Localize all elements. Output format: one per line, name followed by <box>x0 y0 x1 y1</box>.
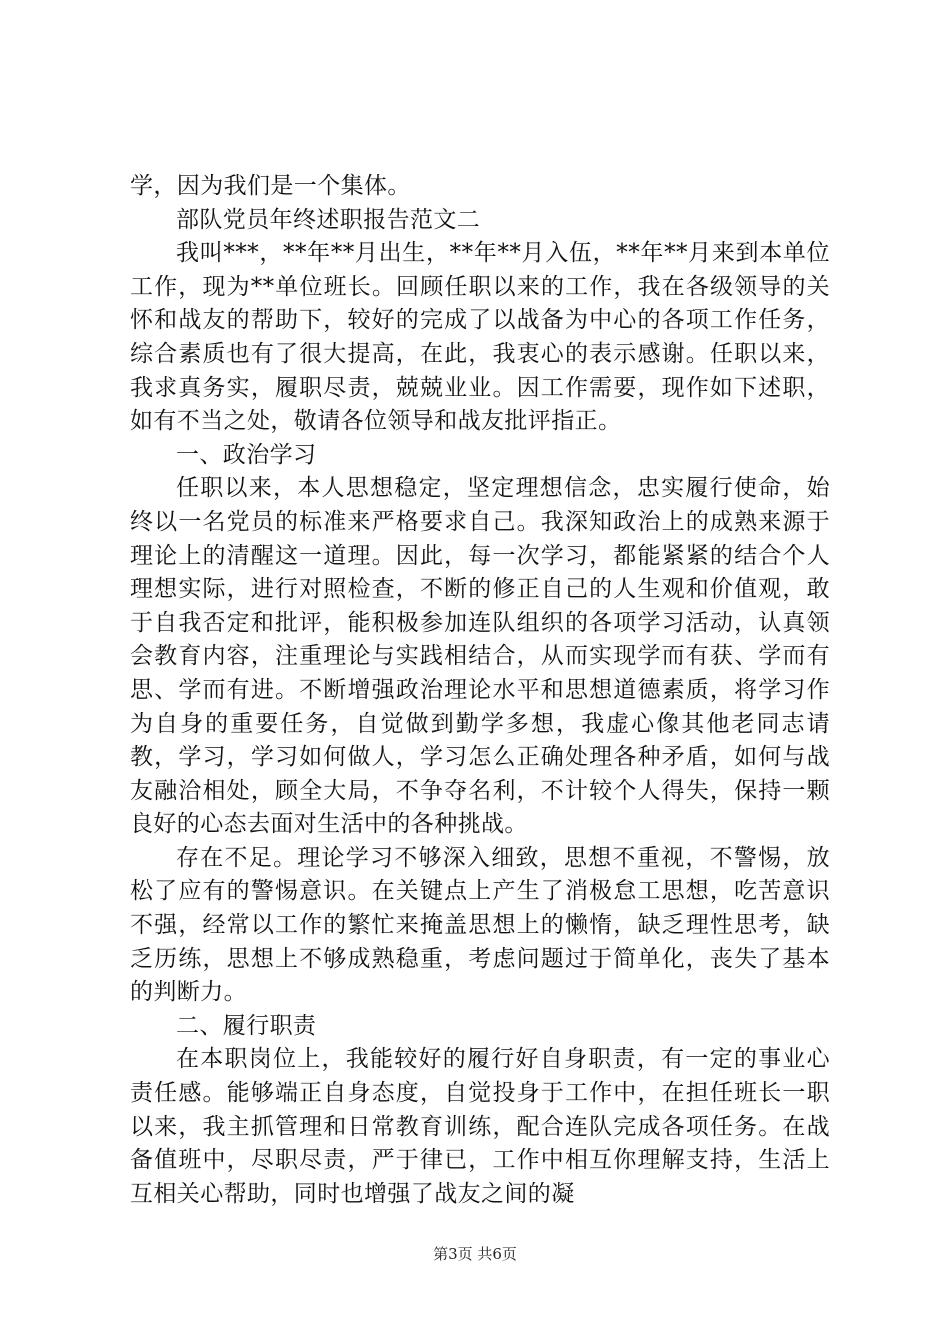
document-body <box>130 170 830 1211</box>
paragraph-continuation: 学，因为我们是一个集体。 <box>130 173 411 199</box>
section-title: 部队党员年终述职报告范文二 <box>176 206 481 233</box>
page-number-footer: 第3页 共6页 <box>433 1245 517 1263</box>
paragraph-duties: 在本职岗位上，我能较好的履行好自身职责，有一定的事业心责任感。能够端正自身态度，自觉投身于工作中，在担任班长一职以来，我主抓管理和日常教育训练，配合连队完成各项任务。在战备值班中，尽职尽责，严于律已，工作中相互你理解支持，生活上互相关心帮助，同时也增强了战友之间的凝 <box>130 1046 830 1207</box>
heading-political-study: 一、政治学习 <box>176 441 317 468</box>
paragraph-shortcomings: 存在不足。理论学习不够深入细致，思想不重视，不警惕，放松了应有的警惕意识。在关键点上产生了消极怠工思想，吃苦意识不强，经常以工作的繁忙来掩盖思想上的懒惰，缺乏理性思考，缺乏历练，思想上不够成熟稳重，考虑问题过于简单化，丧失了基本的判断力。 <box>130 844 830 1006</box>
paragraph-political-study: 任职以来，本人思想稳定，坚定理想信念，忠实履行使命，始终以一名党员的标准来严格要求自己。我深知政治上的成熟来源于理论上的清醒这一道理。因此，每一次学习，都能紧紧的结合个人理想实际，进行对照检查，不断的修正自己的人生观和价值观，敢于自我否定和批评，能积极参加连队组织的各项学习活动，认真领会教育内容，注重理论与实践相结合，从而实现学而有获、学而有思、学而有进。不断增强政治理论水平和思想道德素质，将学习作为自身的重要任务，自觉做到勤学多想，我虚心像其他老同志请教，学习，学习如何做人，学习怎么正确处理各种矛盾，如何与战友融洽相处，顾全大局，不争夺名利，不计较个人得失，保持一颗良好的心态去面对生活中的各种挑战。 <box>130 475 830 838</box>
paragraph-intro: 我叫***，**年**月出生，**年**月入伍，**年**月来到本单位工作，现为**单位班长。回顾任职以来的工作，我在各级领导的关怀和战友的帮助下，较好的完成了以战备为中心的各项工作任务，综合素质也有了很大提高，在此，我衷心的表示感谢。任职以来，我求真务实，履职尽责，兢兢业业。因工作需要，现作如下述职，如有不当之处，敬请各位领导和战友批评指正。 <box>130 240 830 435</box>
heading-duties: 二、履行职责 <box>176 1012 317 1039</box>
